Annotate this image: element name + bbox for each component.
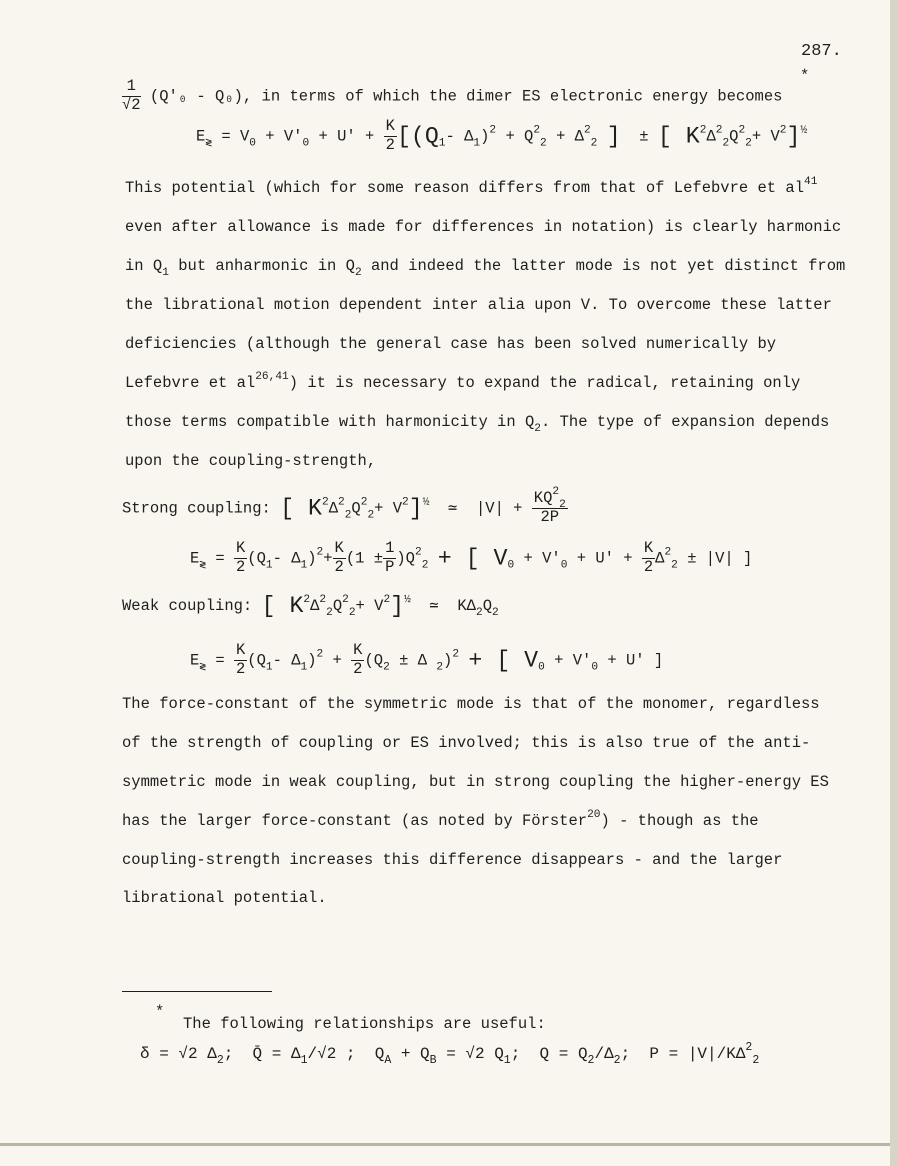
footnote-mark: *: [155, 1003, 165, 1021]
seq-plus: +: [323, 549, 333, 568]
weq-eq: =: [215, 651, 225, 670]
para2-line-5: [122, 850, 782, 870]
seq-1p: [383, 540, 396, 577]
para1-text-3a: in Q: [125, 257, 163, 275]
para1-line-2: [125, 217, 841, 237]
weak-coupling-energy: [190, 642, 663, 679]
q2-sub-b: 2: [534, 423, 541, 436]
eq1-two: 2: [385, 135, 395, 154]
weq-q-sub: 1: [265, 661, 273, 674]
fn-p: P = |V|/KΔ: [649, 1045, 746, 1063]
weq-k2a: [234, 642, 247, 679]
weq-q2-sub: 2: [383, 661, 390, 674]
eq1-part1: = V: [221, 127, 250, 146]
para2-text-2: of the strength of coupling or ES involved; this is also true of the anti-: [122, 734, 811, 752]
para1-line-8: [125, 451, 376, 471]
fn-delta-sub: 2: [216, 1054, 224, 1068]
weak-half: ½: [404, 594, 411, 607]
intro-text: (Q'₀ - Q₀), in terms of which the dimer ES electronic energy becomes: [149, 87, 783, 106]
weq-paren: ): [307, 651, 317, 670]
weak-d-sub: 2: [326, 607, 333, 620]
weq-k-b: K: [353, 641, 363, 659]
eq1-k-sup: 2: [699, 124, 707, 137]
para1-line-6: [125, 373, 800, 393]
seq-sq: 2: [316, 546, 324, 559]
seq-k-b: K: [334, 539, 344, 557]
eq1-v-sup: 2: [779, 124, 787, 137]
seq-q2-sup: 2: [414, 546, 422, 559]
seq-one: 1: [385, 539, 395, 557]
seq-q2-sub: 2: [421, 559, 429, 572]
eq1-d-sup: 2: [715, 124, 723, 137]
footnote-rule: [122, 991, 272, 992]
eq1-lhs: E: [196, 127, 206, 146]
weak-approx: ≃: [429, 597, 439, 615]
seq-rel: ≷: [199, 559, 207, 572]
seq-vp0-sub: 0: [560, 559, 568, 572]
weq-k-a: K: [235, 641, 246, 659]
strong-k-sup: 2: [322, 496, 329, 509]
para1-text-8: upon the coupling-strength,: [125, 452, 377, 470]
weq-u: + U' ]: [607, 651, 664, 670]
seq-one-pm: (1 ±: [345, 549, 384, 568]
seq-q-sub: 1: [265, 559, 273, 572]
strong-coupling-energy: $E_≷$ = $\frac{K}{2}$ ($Q_1-$ $\Delta_1)^2+$ $\frac{K}{2}$ (1 ± $\frac{1}{P}$ )$Q^2_2$ + [ $V_0 + V'_0 + U'$ + $\frac{K}{2}$ $\Delta^2_2 \pm |V|$ ]: [190, 539, 753, 576]
fn-qb: + Q: [400, 1045, 430, 1063]
eq1-k-over-2: [384, 118, 397, 155]
ref-20: 20: [587, 809, 601, 822]
strong-frac-num: KQ: [533, 489, 553, 507]
eq1-q2-sup: 2: [738, 124, 746, 137]
fn-q-delta: /Δ: [594, 1045, 614, 1063]
weq-v0-sub: 0: [538, 661, 545, 674]
weq-minus: - Δ: [272, 651, 301, 670]
seq-k2b: [333, 540, 346, 577]
para1-text-7: those terms compatible with harmonicity in Q: [125, 413, 535, 431]
seq-d2-sub: 2: [671, 559, 678, 572]
weak-k-sup: 2: [303, 594, 311, 607]
para1-text-3c: and indeed the latter mode is not yet distinct from: [361, 257, 846, 275]
eq1-q1-sub: 1: [438, 137, 446, 150]
weak-root: [ K: [261, 592, 304, 619]
seq-u: + U' +: [576, 549, 633, 568]
weak-rhs-sub2: 2: [492, 607, 499, 620]
seq-two-a: 2: [235, 557, 246, 576]
eq1-part2: + V': [265, 127, 303, 146]
weq-d-sub: 1: [300, 661, 308, 674]
q1-sub: 1: [162, 267, 169, 280]
intro-fraction: [122, 78, 141, 115]
seq-q: (Q: [247, 549, 266, 568]
fn-qbar: Q̄ = Δ: [252, 1045, 301, 1063]
fn-p-sup: 2: [745, 1040, 753, 1054]
strong-approx: ≃: [448, 499, 458, 518]
fn-sep-1: ;: [223, 1045, 234, 1063]
eq1-q2-sub: 2: [745, 137, 752, 150]
strong-v-sup: 2: [402, 496, 409, 509]
page-bottom-edge: [0, 1143, 890, 1146]
fn-q-sub: 2: [587, 1054, 595, 1068]
para2-line-1: [122, 694, 820, 714]
ref-41: 41: [804, 176, 818, 189]
eq1-part3: + U' +: [318, 127, 375, 146]
fn-qbar-rest: /√2 ;: [307, 1045, 356, 1063]
eq1-q-sup: 2: [533, 124, 541, 137]
eq1-half: ½: [800, 124, 808, 137]
weak-rhs: KΔ: [457, 597, 476, 615]
q2-sub: 2: [354, 267, 362, 280]
weq-bracket: + [ V: [468, 647, 539, 674]
weq-lhs: E: [190, 651, 200, 670]
strong-root: [ K: [280, 495, 322, 522]
weak-rhs-sub1: 2: [475, 607, 483, 620]
strong-plus-v: + V: [374, 499, 403, 518]
para2-line-6: [122, 888, 327, 908]
strong-d-sub: 2: [344, 509, 352, 522]
strong-q-sup: 2: [360, 496, 368, 509]
eq1-pm: ±: [639, 127, 649, 146]
para1-line-5: [125, 334, 776, 354]
eq1-rel: ≷: [205, 137, 213, 150]
para1-text-2: even after allowance is made for differences in notation) is clearly harmonic: [125, 218, 842, 236]
eq1-paren: ): [480, 127, 490, 146]
weq-two-a: 2: [235, 659, 246, 678]
eq1-plus-delta: + Δ: [556, 127, 584, 146]
weq-plus: +: [332, 651, 342, 670]
seq-lhs: E: [190, 549, 200, 568]
strong-label: Strong coupling:: [122, 499, 271, 518]
fn-qb-sub: B: [429, 1054, 437, 1068]
eq1-plus-q: + Q: [505, 127, 534, 146]
strong-frac-den: 2P: [540, 507, 560, 526]
strong-close: ]: [408, 495, 423, 522]
para2-text-6: librational potential.: [122, 889, 327, 907]
strong-half: ½: [422, 496, 430, 509]
weq-d2-sub: 2: [436, 661, 444, 674]
seq-absv: ± |V| ]: [687, 549, 753, 568]
intro-frac-num: 1: [122, 78, 141, 97]
strong-frac-sub: 2: [559, 499, 566, 512]
ref-26-41: 26,41: [255, 371, 289, 384]
fn-q-delta-sub: 2: [613, 1054, 621, 1068]
weq-k2b: [351, 642, 364, 679]
footnote-text: The following relationships are useful:: [183, 1015, 546, 1033]
eq1-delta-sup: 2: [583, 124, 591, 137]
weq-sq2: 2: [452, 648, 460, 661]
seq-paren: ): [307, 549, 317, 568]
para1-text-4: the librational motion dependent inter alia upon V. To overcome these latter: [125, 296, 832, 314]
seq-d2-sup: 2: [664, 546, 672, 559]
weq-vp0-sub: 0: [591, 661, 599, 674]
para2-text-3: symmetric mode in weak coupling, but in strong coupling the higher-energy ES: [122, 773, 829, 791]
fn-sep-2: ;: [510, 1045, 521, 1063]
eq1-root-close: ]: [786, 123, 801, 150]
weak-coupling-line: Weak coupling: [ $K^2\Delta^2_2Q^2_2+ V^2]^{\frac{1}{2}}$ ≃ $K\Delta_2Q_2$: [122, 592, 499, 620]
para1-text-7b: . The type of expansion depends: [540, 413, 830, 431]
eq1-sub0a: 0: [249, 137, 256, 150]
para1-text-3b: but anharmonic in Q: [168, 257, 355, 275]
weq-q2: (Q: [364, 651, 384, 670]
equation-dimer-energy: $E_≷ = V_0 + V'_0 + U'$ + $\frac{K}{2}$ [($Q_1-$ $\Delta_1)^2 + Q^2_2 + \Delta^2_2$ ] ± [ $K^2\Delta^2_2Q^2_2+ V^2]^{\frac{1}{2}}$: [196, 117, 808, 154]
eq1-d-sub: 2: [722, 137, 730, 150]
para2-text-4: has the larger force-constant (as noted by Förster: [122, 812, 588, 830]
strong-fraction: [532, 486, 568, 527]
strong-absv: |V| +: [475, 499, 523, 518]
para2-line-4: [122, 811, 759, 831]
para1-text-1: This potential (which for some reason differs from that of Lefebvre et al: [125, 179, 805, 197]
seq-k-a: K: [235, 539, 246, 557]
para2-text-4b: ) - though as the: [600, 812, 759, 830]
eq1-bracket: [(Q: [396, 123, 439, 150]
para2-text-1: The force-constant of the symmetric mode is that of the monomer, regardless: [122, 695, 820, 713]
seq-two-b: 2: [334, 557, 344, 576]
seq-v0-sub: 0: [507, 559, 515, 572]
para2-line-3: [122, 772, 829, 792]
fn-sep-3: ;: [620, 1045, 631, 1063]
strong-coupling-line: Strong coupling: [ $K^2\Delta^2_2Q^2_2+ V^2]^{\frac{1}{2}}$ ≃ |V| + $\frac{KQ^2_2}{2P}$: [122, 486, 566, 526]
eq1-k: K: [385, 117, 395, 135]
page-edge-shadow: [890, 0, 898, 1166]
para1-line-3: [125, 256, 846, 280]
seq-k2c: [642, 540, 655, 577]
strong-frac-sup: 2: [552, 486, 560, 499]
fn-delta: δ = √2 Δ: [140, 1045, 217, 1063]
fn-qbar-sub: 1: [300, 1054, 308, 1068]
para1-text-6b: ) it is necessary to expand the radical, retaining only: [288, 374, 801, 392]
weak-label: Weak coupling:: [122, 597, 253, 615]
weq-rel: ≷: [199, 661, 207, 674]
page-number: 287.: [801, 42, 842, 61]
intro-frac-den: √2: [122, 95, 141, 114]
seq-two-c: 2: [643, 557, 654, 576]
para1-line-4: [125, 295, 832, 315]
eq1-root: [ K: [657, 123, 700, 150]
eq1-q-sub: 2: [540, 137, 547, 150]
weq-two-b: 2: [353, 659, 363, 678]
fn-q1-sub: 1: [503, 1054, 511, 1068]
weq-sq: 2: [316, 648, 324, 661]
para2-text-5: coupling-strength increases this difference disappears - and the larger: [122, 851, 783, 869]
weak-d-sup: 2: [319, 594, 327, 607]
eq1-delta1-sub: 1: [473, 137, 481, 150]
eq1-plus-v: + V: [751, 127, 780, 146]
weak-plus-v: + V: [355, 597, 384, 615]
weq-paren2: ): [443, 651, 453, 670]
eq1-sub0b: 0: [302, 137, 310, 150]
seq-q2: )Q: [396, 549, 415, 568]
seq-bracket: + [ V: [437, 545, 508, 572]
eq1-delta-sub: 2: [590, 137, 598, 150]
para1-line-1: [125, 178, 817, 198]
seq-k2a: [234, 540, 247, 577]
seq-minus: - Δ: [272, 549, 301, 568]
eq1-sq: 2: [489, 124, 497, 137]
weq-vp: + V': [554, 651, 592, 670]
strong-q-sub: 2: [367, 509, 375, 522]
eq1-minus-delta: - Δ: [445, 127, 474, 146]
para1-text-6: Lefebvre et al: [125, 374, 256, 392]
fn-qa-sub: A: [384, 1054, 392, 1068]
weak-v-sup: 2: [383, 594, 391, 607]
weq-q: (Q: [247, 651, 266, 670]
weak-q-sup: 2: [342, 594, 349, 607]
eq1-close: ]: [606, 123, 621, 150]
seq-d-sub: 1: [300, 559, 308, 572]
seq-p: P: [385, 557, 395, 576]
fn-p-sub: 2: [752, 1054, 760, 1068]
seq-eq: =: [215, 549, 225, 568]
para1-line-7: [125, 412, 830, 436]
seq-k-c: K: [643, 539, 654, 557]
fn-q: Q = Q: [539, 1045, 588, 1063]
fn-qa: Q: [374, 1045, 385, 1063]
weq-pmd: ± Δ: [399, 651, 427, 670]
footnote-relationships: [140, 1040, 760, 1068]
seq-vp: + V': [523, 549, 561, 568]
para1-text-5: deficiencies (although the general case has been solved numerically by: [125, 335, 777, 353]
para2-line-2: [122, 733, 810, 753]
intro-line: [122, 78, 782, 115]
footnote-asterisk: *: [800, 67, 810, 85]
fn-q1: = √2 Q: [446, 1045, 504, 1063]
weak-q-sub: 2: [348, 607, 356, 620]
weak-close: ]: [390, 592, 405, 619]
strong-d-sup: 2: [338, 496, 345, 509]
